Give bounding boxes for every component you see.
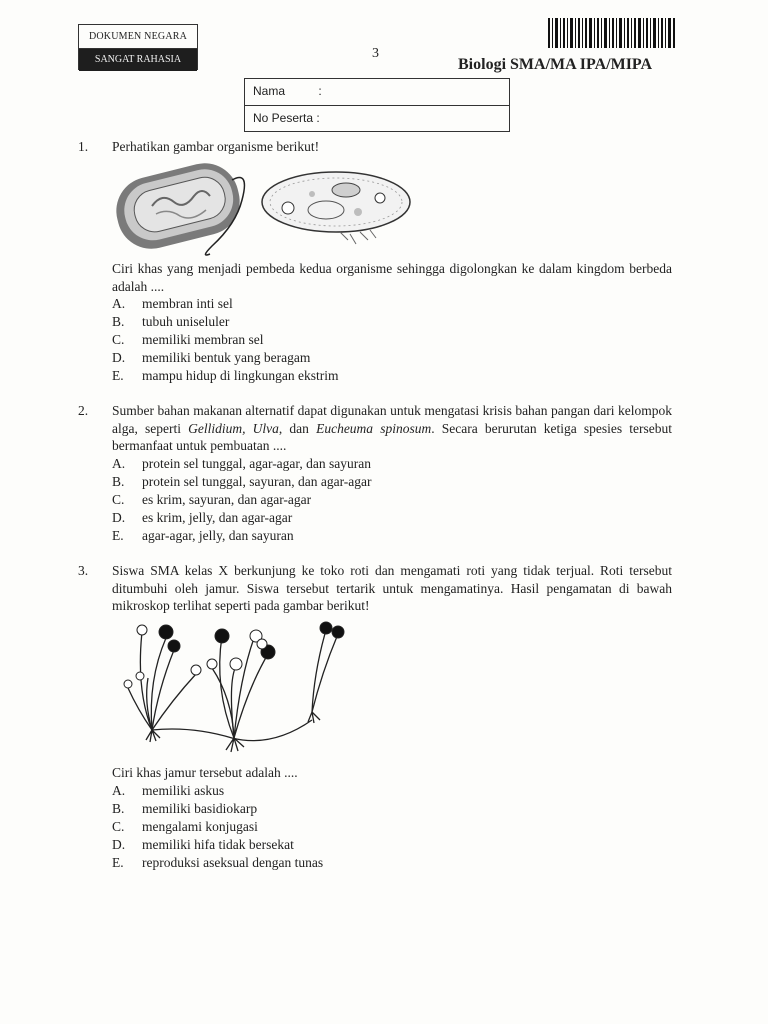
option-letter: A. <box>112 296 126 311</box>
option-letter: C. <box>112 332 125 347</box>
option-text: protein sel tunggal, sayuran, dan agar-agar <box>142 473 372 489</box>
question-stem: Siswa SMA kelas X berkunjung ke toko roti dan mengamati roti yang tidak terjual. Roti tersebut ditumbuhi oleh jamur. Siswa tersebut tertarik untuk mengamatinya. Hasil pengamatan di bawah mikroskop terlihat seperti pada gambar berikut! <box>112 563 672 613</box>
stem-part: Sumber bahan makanan alternatif dapat digunakan untuk mengatasi krisis bahan pangan dari kelompok alga, seperti <box>112 403 672 436</box>
option-text: memiliki bentuk yang beragam <box>142 350 311 365</box>
option-b[interactable] <box>78 313 672 331</box>
option-letter: B. <box>112 473 125 489</box>
question-number: 2. <box>78 403 89 418</box>
option-e[interactable] <box>78 854 672 872</box>
option-c[interactable] <box>78 491 672 509</box>
barcode-icon <box>548 18 676 48</box>
options-list <box>78 782 672 872</box>
stem-part: . Secara berurutan ketiga spesies tersebut bermanfaat untuk pembuatan .... <box>112 420 672 453</box>
option-letter: D. <box>112 836 126 852</box>
option-letter: D. <box>112 350 126 365</box>
species-name: Gellidium, Ulva <box>188 420 279 436</box>
option-letter: C. <box>112 491 125 507</box>
option-c[interactable] <box>78 818 672 836</box>
species-name: Eucheuma spinosum <box>316 420 432 436</box>
option-text: mengalami konjugasi <box>142 818 258 834</box>
bacterium-drawing <box>112 158 247 256</box>
option-a[interactable] <box>78 455 672 473</box>
option-d[interactable] <box>78 836 672 854</box>
option-letter: D. <box>112 509 126 525</box>
question-intro: Perhatikan gambar organisme berikut! <box>112 139 320 154</box>
stem-part: , dan <box>278 420 317 436</box>
option-text: es krim, sayuran, dan agar-agar <box>142 491 312 507</box>
option-d[interactable] <box>78 509 672 527</box>
option-letter: B. <box>112 314 125 329</box>
option-letter: A. <box>112 782 126 798</box>
option-b[interactable] <box>78 800 672 818</box>
paramecium-drawing <box>262 172 410 244</box>
option-a[interactable] <box>78 295 672 313</box>
option-letter: E. <box>112 368 124 383</box>
option-a[interactable] <box>78 782 672 800</box>
question-prompt: Ciri khas jamur tersebut adalah .... <box>112 765 298 780</box>
question-stem <box>112 402 672 455</box>
option-letter: E. <box>112 527 124 543</box>
options-list <box>78 455 672 545</box>
doc-label: DOKUMEN NEGARA <box>79 25 197 49</box>
name-label: Nama <box>253 84 286 98</box>
option-text: memiliki hifa tidak bersekat <box>142 836 294 852</box>
option-e[interactable] <box>78 527 672 545</box>
name-colon: : <box>318 84 322 98</box>
participant-label: No Peserta : <box>253 111 320 125</box>
options-list <box>78 295 672 385</box>
question-stem: Ciri khas yang menjadi pembeda kedua organisme sehingga digolongkan ke dalam kingdom berbeda adalah .... <box>112 261 672 294</box>
option-letter: A. <box>112 455 126 471</box>
option-b[interactable] <box>78 473 672 491</box>
page-number: 3 <box>372 46 379 61</box>
option-text: mampu hidup di lingkungan ekstrim <box>142 368 339 383</box>
option-letter: B. <box>112 800 125 816</box>
subject-title: Biologi SMA/MA IPA/MIPA <box>458 56 653 73</box>
option-c[interactable] <box>78 331 672 349</box>
classification-box <box>78 24 198 70</box>
question-number: 1. <box>78 139 89 154</box>
option-letter: C. <box>112 818 125 834</box>
option-text: memiliki askus <box>142 782 225 798</box>
option-text: tubuh uniseluler <box>142 314 230 329</box>
participant-row <box>245 105 509 131</box>
organism-illustration <box>112 158 412 258</box>
option-text: protein sel tunggal, agar-agar, dan sayuran <box>142 455 371 471</box>
option-text: es krim, jelly, dan agar-agar <box>142 509 293 525</box>
fungus-illustration <box>112 620 362 760</box>
option-letter: E. <box>112 854 124 870</box>
option-text: reproduksi aseksual dengan tunas <box>142 854 324 870</box>
option-text: memiliki membran sel <box>142 332 264 347</box>
option-text: memiliki basidiokarp <box>142 800 258 816</box>
question-number: 3. <box>78 563 89 578</box>
option-text: agar-agar, jelly, dan sayuran <box>142 527 294 543</box>
name-row <box>245 79 509 105</box>
secret-label: SANGAT RAHASIA <box>79 49 197 71</box>
identity-box <box>244 78 510 132</box>
option-d[interactable] <box>78 349 672 367</box>
option-e[interactable] <box>78 367 672 385</box>
option-text: membran inti sel <box>142 296 233 311</box>
